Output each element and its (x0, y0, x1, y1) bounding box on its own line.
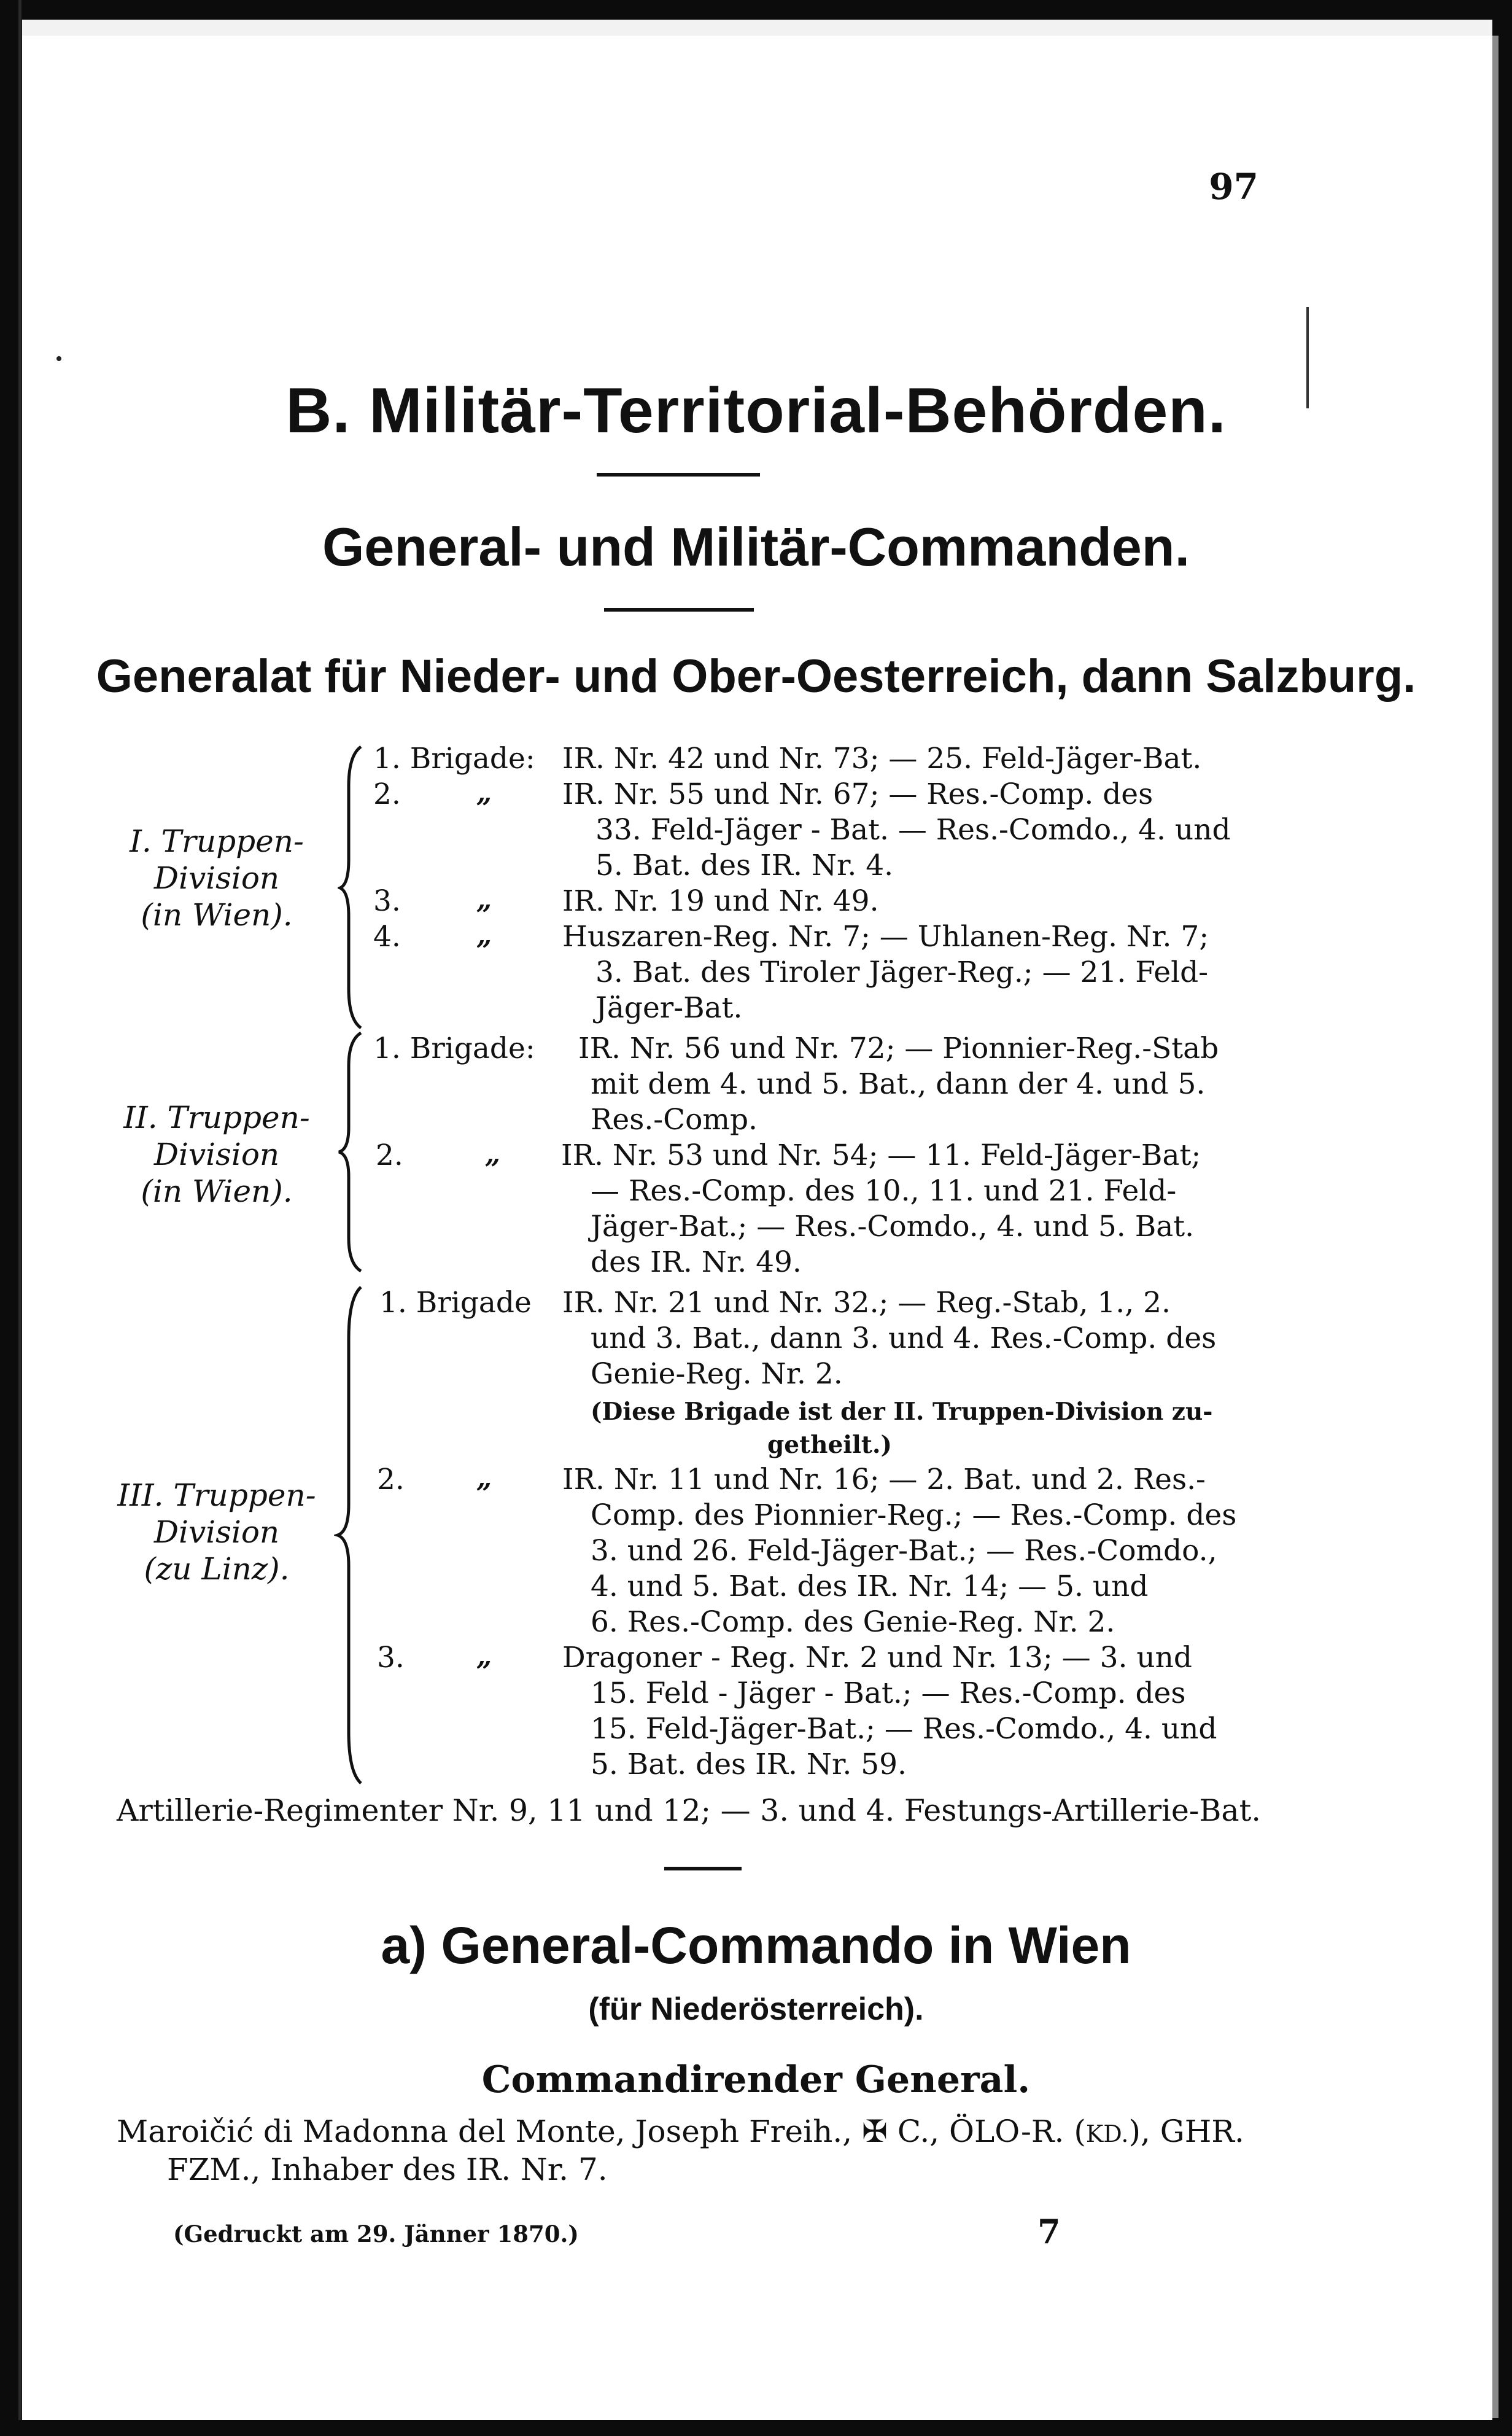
page-number: 97 (1209, 166, 1258, 208)
brigade-line: Res.-Comp. (591, 1103, 758, 1137)
subsection-title: General- und Militär-Commanden. (322, 516, 1190, 577)
brigade-line: 33. Feld-Jäger - Bat. — Res.-Comdo., 4. und (595, 813, 1231, 847)
brigade-note: (Diese Brigade ist der II. Truppen-Division zu- (591, 1398, 1213, 1426)
ditto-mark: „ (476, 920, 492, 951)
ditto-mark: „ (476, 1463, 492, 1494)
brigade-number: 4. (373, 920, 401, 954)
ditto-mark: „ (485, 1138, 501, 1170)
brigade-line: IR. Nr. 55 und Nr. 67; — Res.-Comp. des (562, 777, 1153, 811)
ditto-mark: „ (476, 884, 492, 916)
scan-border-bottom (0, 2420, 1512, 2436)
brigade-number: 1. Brigade (379, 1286, 532, 1320)
brigade-line: IR. Nr. 19 und Nr. 49. (562, 884, 879, 918)
divider (604, 608, 754, 612)
division-label: II. Truppen- Division (in Wien). (123, 1100, 310, 1209)
region-title: Generalat für Nieder- und Ober-Oesterreich, dann Salzburg. (96, 650, 1416, 702)
command-title: a) General-Commando in Wien (381, 1917, 1131, 1974)
division-label: I. Truppen- Division (in Wien). (130, 823, 304, 933)
brigade-line: IR. Nr. 42 und Nr. 73; — 25. Feld-Jäger-Bat. (562, 742, 1202, 776)
brigade-line: 15. Feld - Jäger - Bat.; — Res.-Comp. des (591, 1676, 1186, 1710)
brigade-line: 3. Bat. des Tiroler Jäger-Reg.; — 21. Feld- (595, 955, 1209, 989)
divider (597, 473, 760, 477)
speck (56, 356, 61, 361)
brigade-line: Genie-Reg. Nr. 2. (591, 1357, 843, 1391)
brigade-number: 1. Brigade: (373, 1032, 535, 1065)
brigade-line: 4. und 5. Bat. des IR. Nr. 14; — 5. und (591, 1570, 1149, 1603)
brigade-number: 2. (373, 777, 401, 811)
brigade-line: Huszaren-Reg. Nr. 7; — Uhlanen-Reg. Nr. 7; (562, 920, 1209, 954)
brigade-line: mit dem 4. und 5. Bat., dann der 4. und 5. (591, 1067, 1206, 1101)
divider (664, 1867, 742, 1870)
artillery-line: Artillerie-Regimenter Nr. 9, 11 und 12; — 3. und 4. Festungs-Artillerie-Bat. (117, 1793, 1261, 1828)
brigade-note: getheilt.) (767, 1431, 892, 1459)
brigade-number: 2. (377, 1463, 405, 1496)
brigade-line: 6. Res.-Comp. des Genie-Reg. Nr. 2. (591, 1605, 1115, 1639)
brigade-line: Jäger-Bat. (595, 991, 743, 1025)
order-cross-icon: ✠ (862, 2114, 888, 2149)
ditto-mark: „ (476, 1641, 492, 1672)
command-role: Commandirender General. (481, 2058, 1031, 2101)
print-date: (Gedruckt am 29. Jänner 1870.) (173, 2220, 579, 2247)
brigade-line: 3. und 26. Feld-Jäger-Bat.; — Res.-Comdo., (591, 1534, 1217, 1568)
brigade-number: 2. (376, 1138, 403, 1172)
person-line: Maroičić di Madonna del Monte, Joseph Freih., ✠ C., ÖLO-R. (KD.), GHR. (117, 2114, 1244, 2149)
brigade-line: und 3. Bat., dann 3. und 4. Res.-Comp. des (591, 1321, 1217, 1355)
person-line: FZM., Inhaber des IR. Nr. 7. (167, 2152, 608, 2187)
brigade-number: 3. (377, 1641, 405, 1675)
brigade-number: 3. (373, 884, 401, 918)
division-brace (338, 743, 368, 1032)
brigade-line: IR. Nr. 56 und Nr. 72; — Pionnier-Reg.-Stab (578, 1032, 1219, 1065)
brigade-line: Comp. des Pionnier-Reg.; — Res.-Comp. des (591, 1498, 1237, 1532)
brigade-line: IR. Nr. 53 und Nr. 54; — 11. Feld-Jäger-Bat; (561, 1138, 1201, 1172)
brigade-line: 5. Bat. des IR. Nr. 59. (591, 1748, 907, 1781)
brigade-line: IR. Nr. 21 und Nr. 32.; — Reg.-Stab, 1., 2. (562, 1286, 1171, 1320)
brigade-line: 15. Feld-Jäger-Bat.; — Res.-Comdo., 4. und (591, 1712, 1217, 1746)
section-title: B. Militär-Territorial-Behörden. (285, 375, 1227, 446)
scan-border-top (0, 0, 1512, 36)
division-brace (334, 1283, 370, 1787)
division-brace (336, 1029, 370, 1275)
brigade-line: Dragoner - Reg. Nr. 2 und Nr. 13; — 3. und (562, 1641, 1192, 1675)
brigade-number: 1. Brigade: (373, 742, 535, 776)
ditto-mark: „ (476, 777, 492, 809)
command-subtitle: (für Niederösterreich). (588, 1991, 924, 2027)
signature-mark: 7 (1037, 2212, 1061, 2251)
brigade-line: Jäger-Bat.; — Res.-Comdo., 4. und 5. Bat. (591, 1210, 1195, 1243)
brigade-line: 5. Bat. des IR. Nr. 4. (595, 849, 894, 882)
brigade-line: IR. Nr. 11 und Nr. 16; — 2. Bat. und 2. Res.- (562, 1463, 1206, 1496)
brigade-line: — Res.-Comp. des 10., 11. und 21. Feld- (591, 1174, 1177, 1208)
division-label: III. Truppen- Division (zu Linz). (117, 1477, 316, 1587)
brigade-line: des IR. Nr. 49. (591, 1245, 802, 1279)
